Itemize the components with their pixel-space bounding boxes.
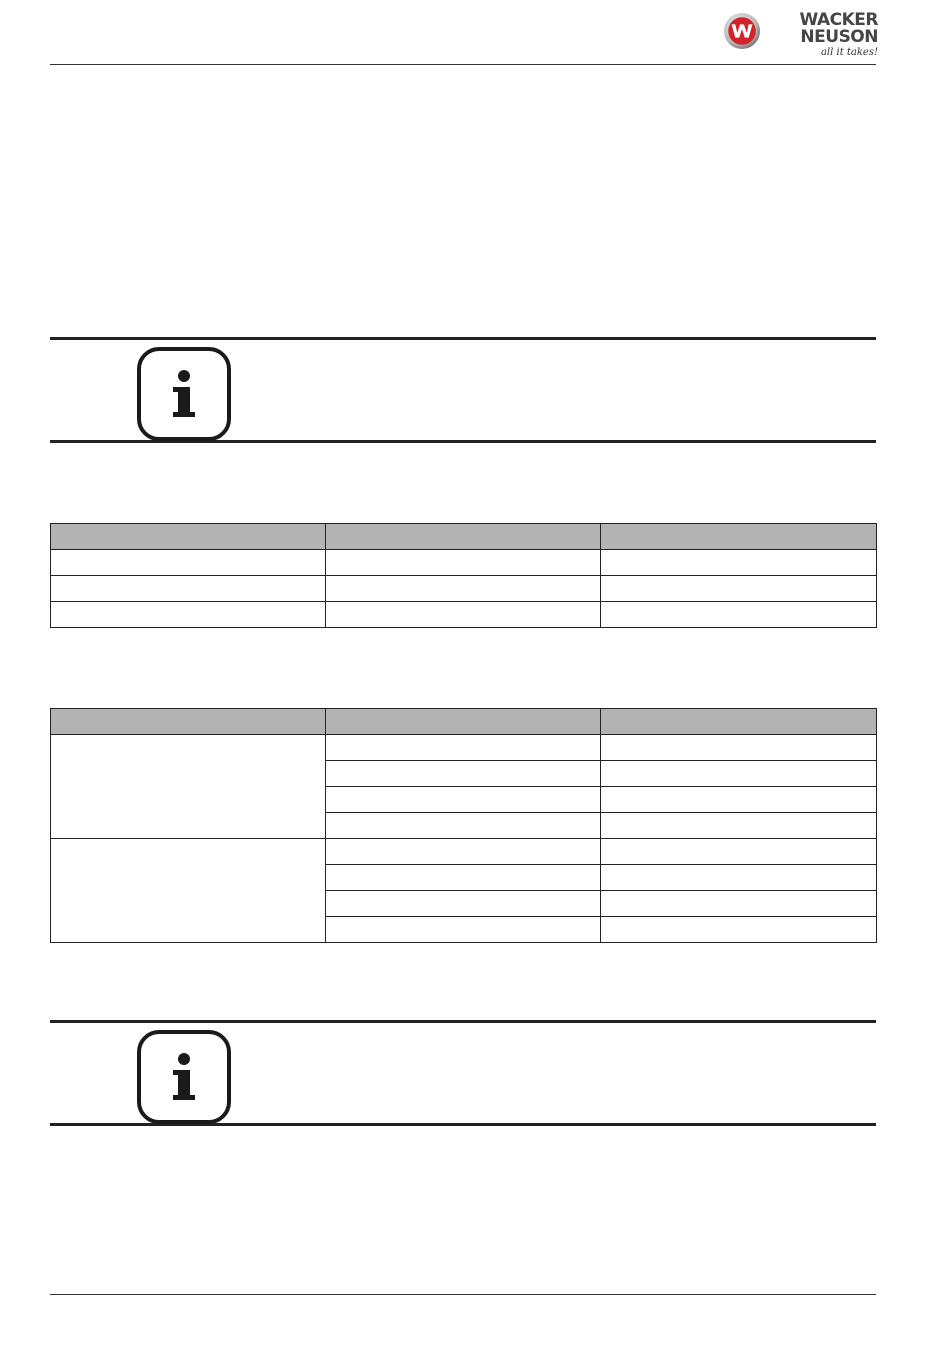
table-header-cell (601, 524, 877, 550)
table-row (51, 550, 877, 576)
table-cell (601, 865, 877, 891)
table-header-cell (601, 709, 877, 735)
table-cell (51, 602, 326, 628)
table-group-cell (51, 839, 326, 943)
spec-table-1 (50, 523, 877, 628)
table-cell (601, 576, 877, 602)
table-header-cell (326, 524, 601, 550)
wacker-neuson-logo-icon (723, 12, 761, 50)
brand-wordmark (786, 12, 878, 59)
table-cell (326, 813, 601, 839)
table-cell (601, 602, 877, 628)
table-cell (326, 550, 601, 576)
table-cell (51, 550, 326, 576)
table-row (51, 839, 877, 865)
table-cell (601, 917, 877, 943)
info-notice-1 (50, 337, 876, 443)
table-cell (326, 602, 601, 628)
header-rule (50, 64, 876, 65)
table-group-cell (51, 735, 326, 839)
table-cell (326, 761, 601, 787)
table-cell (601, 550, 877, 576)
table-header-cell (51, 709, 326, 735)
table-cell (326, 787, 601, 813)
table-cell (326, 891, 601, 917)
table-cell (326, 576, 601, 602)
table-cell (601, 839, 877, 865)
brand-tagline: all it takes! (820, 47, 878, 58)
brand-line-1: WACKER (799, 10, 878, 30)
table-header-cell (326, 709, 601, 735)
brand-line-2: NEUSON (800, 27, 878, 47)
table-cell (601, 813, 877, 839)
table-cell (601, 787, 877, 813)
table-cell (326, 865, 601, 891)
table-cell (326, 735, 601, 761)
table-cell (326, 839, 601, 865)
table-row (51, 602, 877, 628)
table-header-row (51, 709, 877, 735)
info-icon (136, 346, 232, 442)
spec-table-2 (50, 708, 877, 943)
table-cell (51, 576, 326, 602)
info-icon (136, 1029, 232, 1125)
table-row (51, 576, 877, 602)
info-notice-2 (50, 1020, 876, 1126)
table-cell (601, 761, 877, 787)
table-cell (601, 891, 877, 917)
table-header-row (51, 524, 877, 550)
footer-rule (50, 1294, 876, 1295)
table-cell (601, 735, 877, 761)
table-header-cell (51, 524, 326, 550)
table-cell (326, 917, 601, 943)
table-row (51, 735, 877, 761)
